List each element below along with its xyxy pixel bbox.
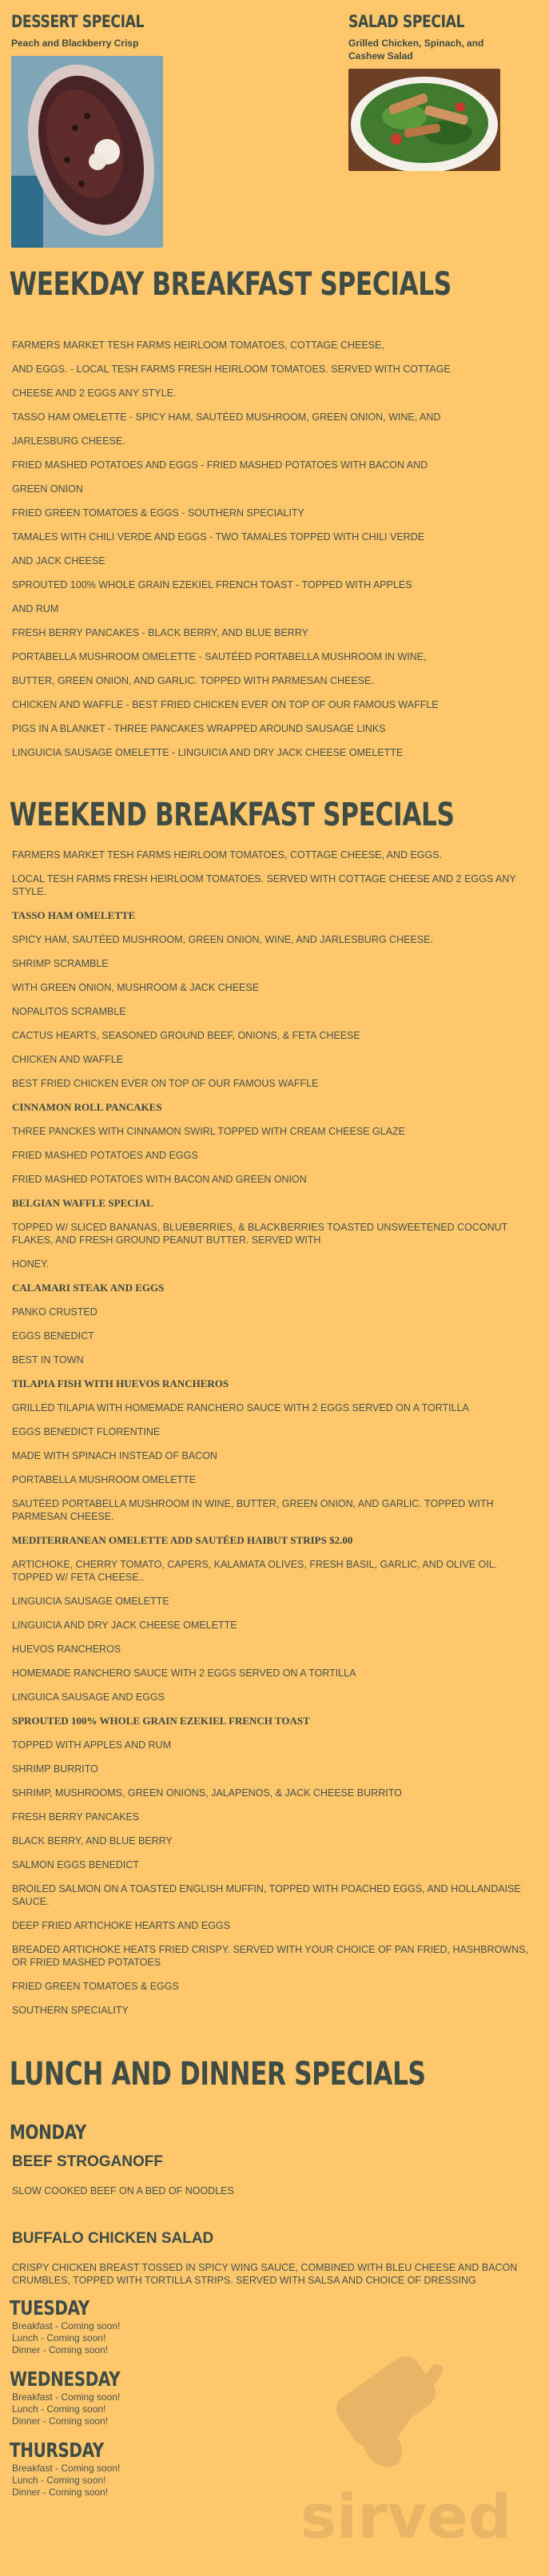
day-meal-line: Lunch - Coming soon! <box>12 2475 106 2486</box>
weekend-item-text: SAUTÉED PORTABELLA MUSHROOM IN WINE, BUTTER, GREEN ONION, AND GARLIC. TOPPED WITH PARMESAN CHEESE. <box>12 1498 494 1522</box>
weekday-line: FRESH BERRY PANCAKES - BLACK BERRY, AND BLUE BERRY <box>12 627 308 638</box>
weekday-line: JARLESBURG CHEESE. <box>12 435 125 447</box>
weekend-item-text: SHRIMP BURRITO <box>12 1763 98 1775</box>
weekday-line: CHEESE AND 2 EGGS ANY STYLE. <box>12 388 177 399</box>
weekend-item-text: HUEVOS RANCHEROS <box>12 1644 121 1655</box>
weekday-line: FRIED MASHED POTATOES AND EGGS - FRIED MASHED POTATOES WITH BACON AND <box>12 459 428 471</box>
weekend-item-text: BEST IN TOWN <box>12 1354 84 1366</box>
weekend-list <box>0 849 549 2017</box>
salad-title: SALAD SPECIAL <box>348 12 465 31</box>
day-meal-line: Dinner - Coming soon! <box>12 2415 109 2427</box>
day-meal-line: Breakfast - Coming soon! <box>12 2320 121 2332</box>
weekend-item-text: BREADED ARTICHOKE HEATS FRIED CRISPY. SERVED WITH YOUR CHOICE OF PAN FRIED, HASHBROWNS, OR FRIED MASHED POTATOES <box>12 1944 528 1968</box>
sirved-watermark <box>286 2341 526 2573</box>
weekend-item-text: TOPPED W/ SLICED BANANAS, BLUEBERRIES, & BLACKBERRIES TOASTED UNSWEETENED COCONUT FLAKES, AND FRESH GROUND PEANUT BUTTER. SERVED WITH <box>12 1222 508 1246</box>
weekend-item-text: THREE PANCKES WITH CINNAMON SWIRL TOPPED WITH CREAM CHEESE GLAZE <box>12 1126 405 1137</box>
weekday-line: AND JACK CHEESE <box>12 555 105 566</box>
weekend-item-text: FARMERS MARKET TESH FARMS HEIRLOOM TOMATOES, COTTAGE CHEESE, AND EGGS. <box>12 849 443 861</box>
weekday-line: PORTABELLA MUSHROOM OMELETTE - SAUTÉED PORTABELLA MUSHROOM IN WINE, <box>12 651 427 662</box>
weekend-item-text: SHRIMP SCRAMBLE <box>12 958 109 969</box>
weekday-line: CHICKEN AND WAFFLE - BEST FRIED CHICKEN EVER ON TOP OF OUR FAMOUS WAFFLE <box>12 699 439 710</box>
weekend-item-text: EGGS BENEDICT FLORENTINE <box>12 1426 161 1437</box>
weekend-item-title: CALAMARI STEAK AND EGGS <box>12 1282 165 1294</box>
weekend-item-title: BELGIAN WAFFLE SPECIAL <box>12 1197 153 1209</box>
day-meal-line: Lunch - Coming soon! <box>12 2332 106 2343</box>
weekend-item-text: DEEP FRIED ARTICHOKE HEARTS AND EGGS <box>12 1920 230 1931</box>
weekend-item-text: SOUTHERN SPECIALITY <box>12 2005 129 2016</box>
weekday-line: TAMALES WITH CHILI VERDE AND EGGS - TWO TAMALES TOPPED WITH CHILI VERDE <box>12 531 425 543</box>
day-meal-line: Dinner - Coming soon! <box>12 2344 109 2355</box>
weekend-item-text: CACTUS HEARTS, SEASONED GROUND BEEF, ONIONS, & FETA CHEESE <box>12 1030 360 1041</box>
weekday-line: AND RUM <box>12 603 59 614</box>
weekday-breakfast-section <box>0 265 549 770</box>
top-specials <box>0 0 549 264</box>
salad-special <box>348 11 516 171</box>
weekend-item-title: MEDITERRANEAN OMELETTE ADD SAUTÉED HAIBUT STRIPS $2.00 <box>12 1534 353 1546</box>
weekend-item-text: LINGUICIA SAUSAGE OMELETTE <box>12 1596 169 1607</box>
weekend-item-text: FRIED MASHED POTATOES AND EGGS <box>12 1150 198 1161</box>
day-meal-line: Lunch - Coming soon! <box>12 2403 106 2415</box>
weekday-list <box>0 339 549 759</box>
weekend-item-title: TASSO HAM OMELETTE <box>12 909 136 921</box>
monday-dish-2: BUFFALO CHICKEN SALAD <box>12 2230 214 2247</box>
weekend-item-text: MADE WITH SPINACH INSTEAD OF BACON <box>12 1450 217 1461</box>
weekend-item-text: SALMON EGGS BENEDICT <box>12 1859 140 1870</box>
weekend-item-text: WITH GREEN ONION, MUSHROOM & JACK CHEESE <box>12 982 260 993</box>
weekend-item-text: LINGUICIA AND DRY JACK CHEESE OMELETTE <box>12 1620 237 1631</box>
weekend-item-text: LOCAL TESH FARMS FRESH HEIRLOOM TOMATOES. SERVED WITH COTTAGE CHEESE AND 2 EGGS ANY STYLE. <box>12 873 516 897</box>
weekend-item-text: PANKO CRUSTED <box>12 1306 97 1318</box>
weekend-item-text: HONEY. <box>12 1258 50 1270</box>
day-meal-line: Dinner - Coming soon! <box>12 2487 109 2498</box>
weekday-line: AND EGGS. - LOCAL TESH FARMS FRESH HEIRLOOM TOMATOES. SERVED WITH COTTAGE <box>12 364 451 375</box>
day-heading: WEDNESDAY <box>10 2367 121 2391</box>
weekend-item-text: PORTABELLA MUSHROOM OMELETTE <box>12 1474 197 1485</box>
salad-name: Grilled Chicken, Spinach, and Cashew Salad <box>348 38 484 62</box>
weekend-item-text: BLACK BERRY, AND BLUE BERRY <box>12 1835 173 1847</box>
weekend-item-text: SPICY HAM, SAUTÉED MUSHROOM, GREEN ONION, WINE, AND JARLESBURG CHEESE. <box>12 934 433 945</box>
day-meal-line: Breakfast - Coming soon! <box>12 2463 121 2474</box>
weekday-line: SPROUTED 100% WHOLE GRAIN EZEKIEL FRENCH TOAST - TOPPED WITH APPLES <box>12 579 412 590</box>
weekend-breakfast-section <box>0 796 549 2028</box>
watermark-text: sirved <box>300 2481 512 2552</box>
weekday-line: FARMERS MARKET TESH FARMS HEIRLOOM TOMATOES, COTTAGE CHEESE, <box>12 340 384 351</box>
day-heading: THURSDAY <box>10 2439 104 2462</box>
weekday-line: LINGUICIA SAUSAGE OMELETTE - LINGUICIA AND DRY JACK CHEESE OMELETTE <box>12 747 404 758</box>
weekend-title: WEEKEND BREAKFAST SPECIALS <box>9 797 455 833</box>
weekend-item-text: BROILED SALMON ON A TOASTED ENGLISH MUFFIN, TOPPED WITH POACHED EGGS, AND HOLLANDAISE SAUCE. <box>12 1883 521 1907</box>
monday-heading: MONDAY <box>10 2121 86 2144</box>
weekend-item-text: LINGUICA SAUSAGE AND EGGS <box>12 1691 165 1703</box>
salad-image <box>348 69 500 171</box>
weekend-item-text: BEST FRIED CHICKEN EVER ON TOP OF OUR FAMOUS WAFFLE <box>12 1078 319 1089</box>
weekend-item-title: CINNAMON ROLL PANCAKES <box>12 1101 162 1113</box>
weekend-item-title: SPROUTED 100% WHOLE GRAIN EZEKIEL FRENCH TOAST <box>12 1715 310 1727</box>
weekend-item-text: ARTICHOKE, CHERRY TOMATO, CAPERS, KALAMATA OLIVES, FRESH BASIL, GARLIC, AND OLIVE OIL. TOPPED W/ FETA CHEESE.. <box>12 1559 498 1583</box>
weekday-line: GREEN ONION <box>12 483 83 495</box>
weekend-item-text: GRILLED TILAPIA WITH HOMEMADE RANCHERO SAUCE WITH 2 EGGS SERVED ON A TORTILLA <box>12 1402 469 1413</box>
dessert-special <box>11 11 171 248</box>
weekend-item-text: HOMEMADE RANCHERO SAUCE WITH 2 EGGS SERVED ON A TORTILLA <box>12 1668 356 1679</box>
day-heading: TUESDAY <box>10 2296 90 2320</box>
weekday-line: BUTTER, GREEN ONION, AND GARLIC. TOPPED WITH PARMESAN CHEESE. <box>12 675 374 686</box>
weekend-item-text: SHRIMP, MUSHROOMS, GREEN ONIONS, JALAPENOS, & JACK CHEESE BURRITO <box>12 1787 402 1799</box>
dessert-image <box>11 56 163 248</box>
weekend-item-text: EGGS BENEDICT <box>12 1330 94 1342</box>
weekday-line: TASSO HAM OMELETTE - SPICY HAM, SAUTÉED MUSHROOM, GREEN ONION, WINE, AND <box>12 411 441 423</box>
weekday-line: PIGS IN A BLANKET - THREE PANCAKES WRAPPED AROUND SAUSAGE LINKS <box>12 723 386 734</box>
weekend-item-text: FRIED MASHED POTATOES WITH BACON AND GREEN ONION <box>12 1174 307 1185</box>
weekend-item-text: TOPPED WITH APPLES AND RUM <box>12 1739 172 1751</box>
lunch-title: LUNCH AND DINNER SPECIALS <box>9 2056 426 2093</box>
monday-dish-1: BEEF STROGANOFF <box>12 2153 163 2170</box>
weekend-item-text: FRIED GREEN TOMATOES & EGGS <box>12 1981 179 1992</box>
weekday-line: FRIED GREEN TOMATOES & EGGS - SOUTHERN SPECIALITY <box>12 507 304 519</box>
weekend-item-text: CHICKEN AND WAFFLE <box>12 1054 124 1065</box>
dessert-name: Peach and Blackberry Crisp <box>11 38 139 49</box>
weekend-item-title: TILAPIA FISH WITH HUEVOS RANCHEROS <box>12 1377 229 1389</box>
dessert-title: DESSERT SPECIAL <box>11 12 145 31</box>
weekend-item-text: NOPALITOS SCRAMBLE <box>12 1006 126 1017</box>
monday-dish-1-desc: SLOW COOKED BEEF ON A BED OF NOODLES <box>12 2185 234 2196</box>
day-meal-line: Breakfast - Coming soon! <box>12 2391 121 2403</box>
weekend-item-text: FRESH BERRY PANCAKES <box>12 1811 140 1823</box>
monday-dish-2-desc: CRISPY CHICKEN BREAST TOSSED IN SPICY WING SAUCE, COMBINED WITH BLEU CHEESE AND BACON CRUMBLES, TOPPED WITH TORTILLA STRIPS. SERVED WITH SALSA AND CHOICE OF DRESSING <box>12 2262 518 2286</box>
weekday-title: WEEKDAY BREAKFAST SPECIALS <box>9 266 452 303</box>
